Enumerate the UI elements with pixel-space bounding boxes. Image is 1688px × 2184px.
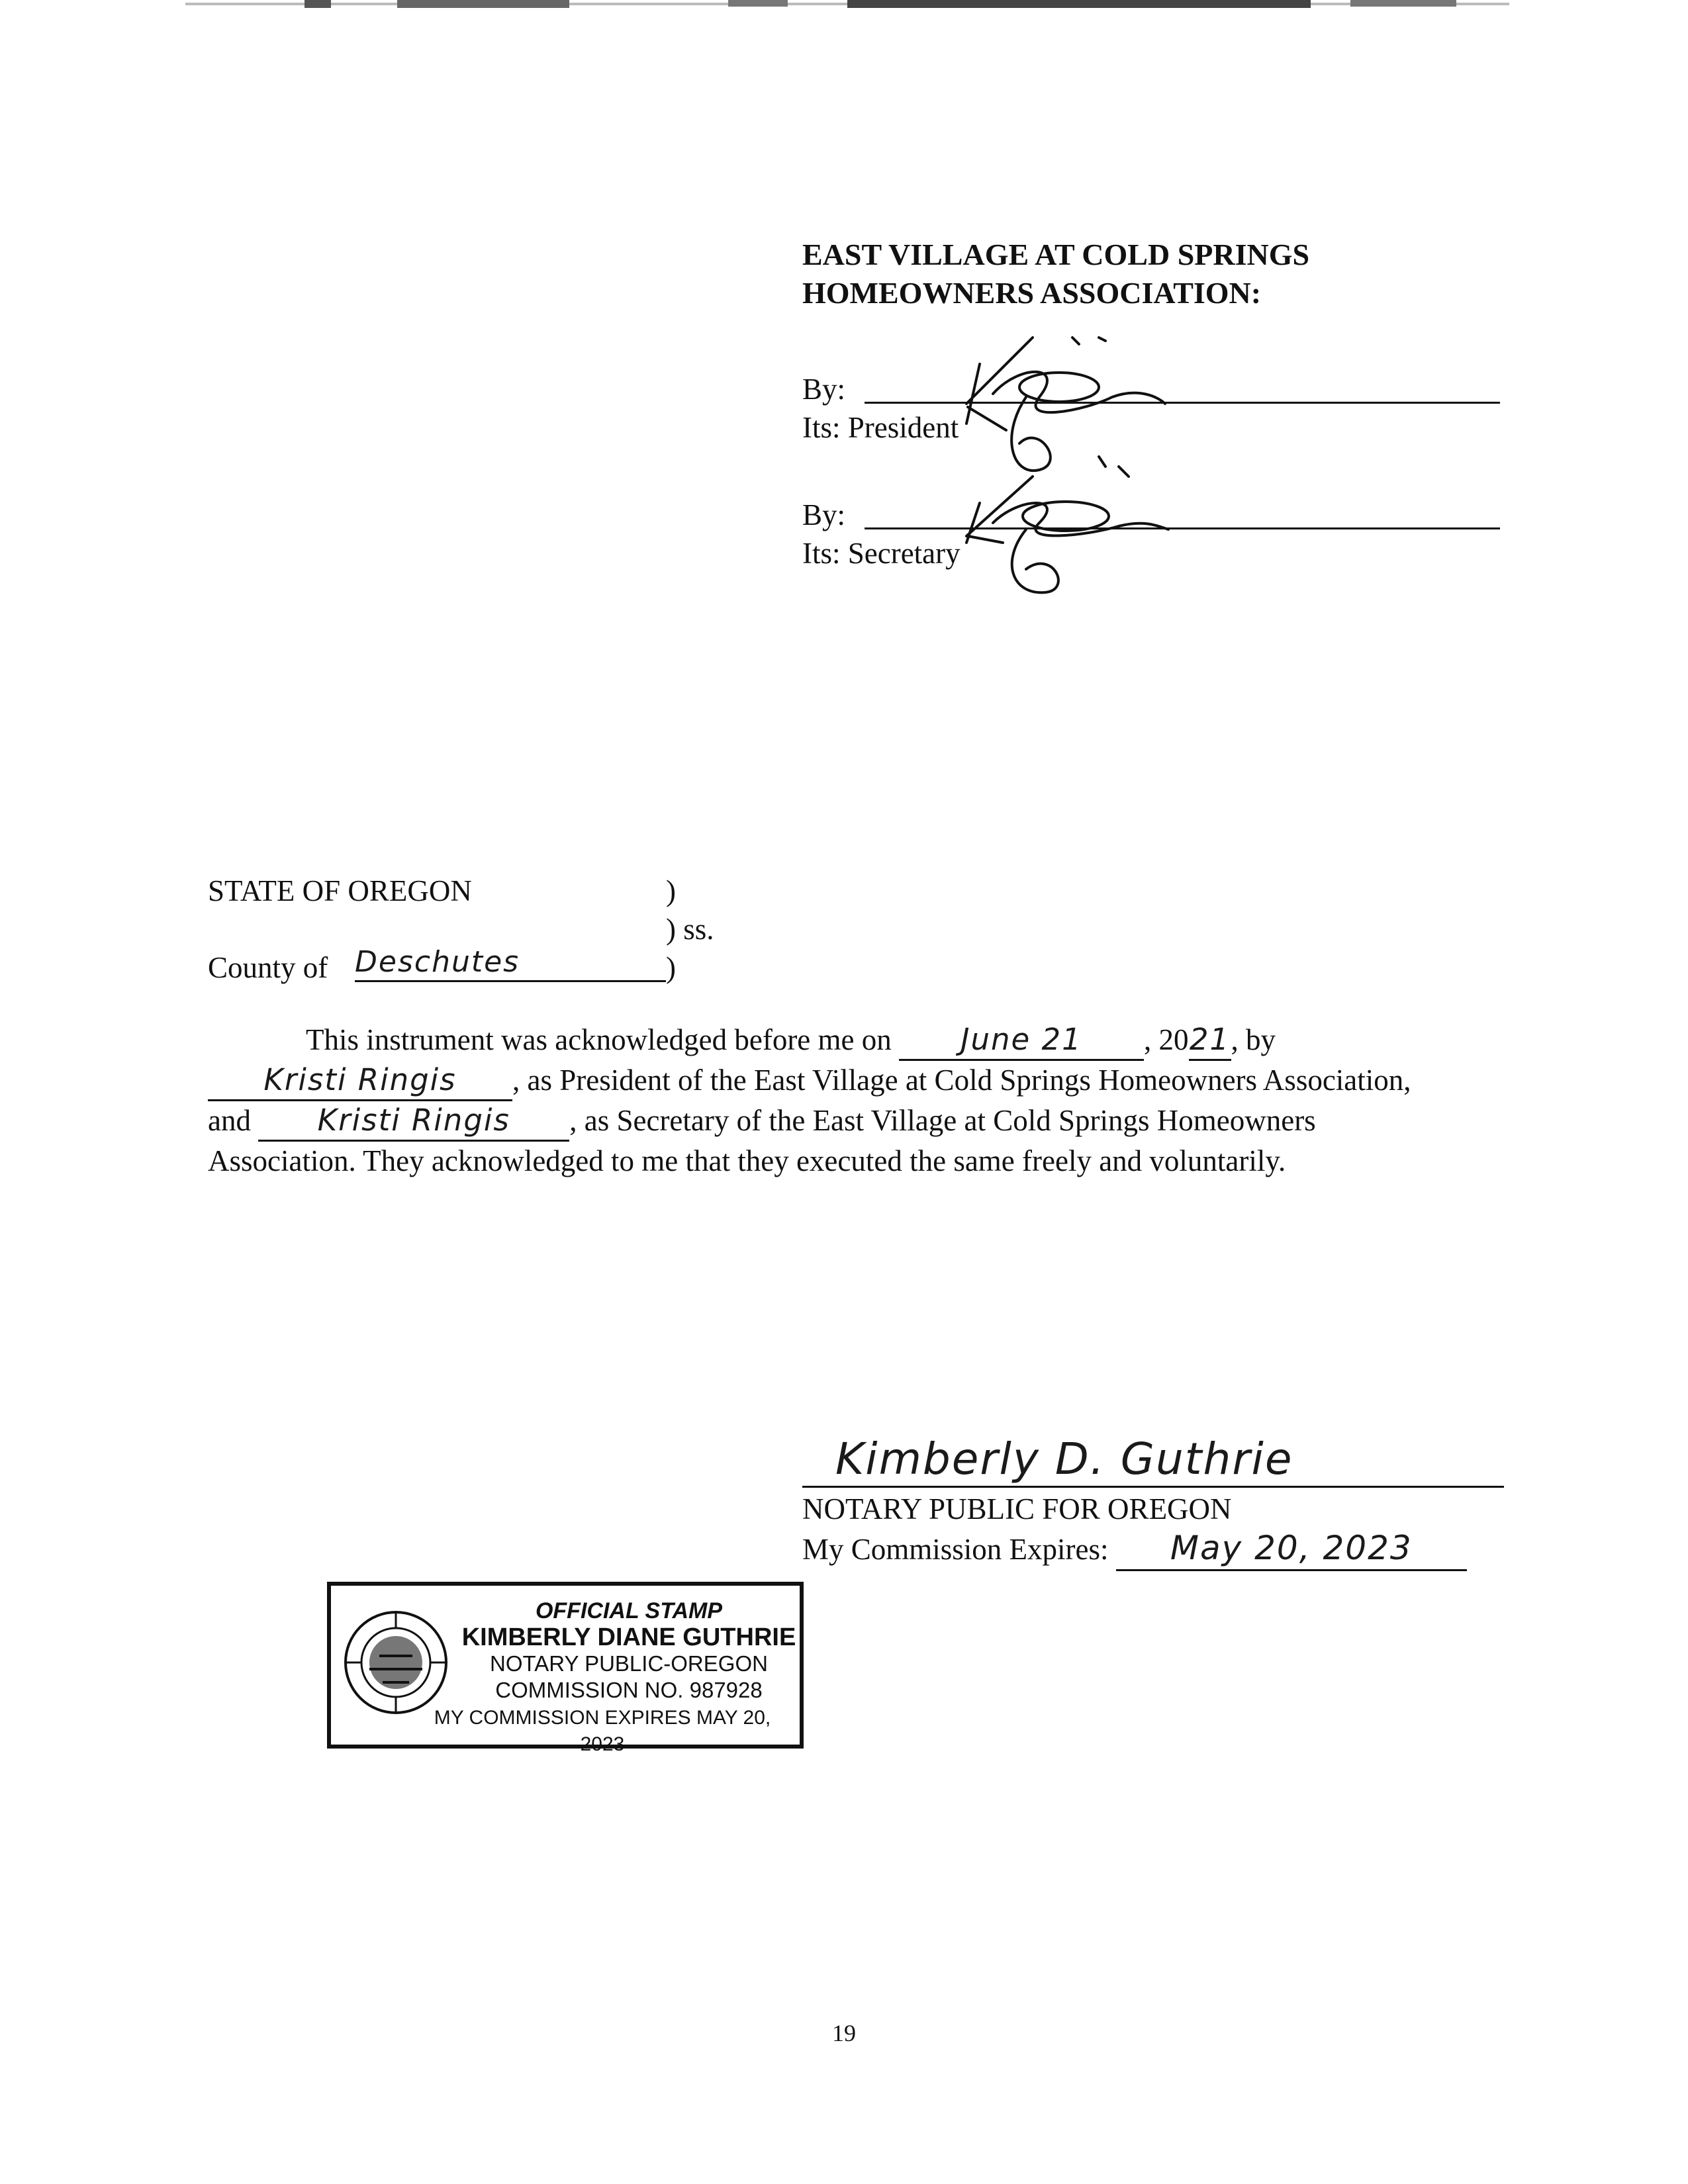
ack-year: 21	[1189, 1021, 1231, 1061]
organization-line-2: HOMEOWNERS ASSOCIATION:	[802, 276, 1262, 310]
venue-state: STATE OF OREGON	[208, 874, 472, 907]
ack-text-5: , as Secretary of the East Village at Cold Springs Homeowners Association. They acknowledged to me that they executed the same freely and voluntarily.	[208, 1104, 1316, 1177]
notary-block	[802, 1433, 1504, 1571]
official-stamp	[327, 1582, 804, 1755]
oregon-seal-icon	[343, 1610, 449, 1715]
secretary-title: Its: Secretary	[802, 537, 961, 570]
notary-signature: Kimberly D. Guthrie	[802, 1433, 1504, 1488]
officer-signature-image	[940, 324, 1218, 602]
president-title: Its: President	[802, 411, 959, 444]
venue-ss: ) ss.	[666, 913, 714, 946]
stamp-line-1: OFFICIAL STAMP	[535, 1598, 723, 1623]
president-by-label: By:	[802, 373, 846, 406]
stamp-line-3: NOTARY PUBLIC-OREGON	[490, 1651, 768, 1676]
venue-county-value: Deschutes	[355, 944, 666, 982]
ack-date: June 21	[899, 1021, 1144, 1061]
ack-name-secretary: Kristi Ringis	[258, 1101, 569, 1142]
page-number: 19	[832, 2020, 856, 2046]
venue-paren-3: )	[666, 951, 676, 984]
notary-expires-row	[802, 1527, 1504, 1571]
organization-line-1: EAST VILLAGE AT COLD SPRINGS	[802, 238, 1310, 271]
stamp-line-5: MY COMMISSION EXPIRES MAY 20, 2023	[434, 1707, 771, 1755]
venue-county-label: County of	[208, 951, 328, 984]
notary-expires-label: My Commission Expires:	[802, 1533, 1109, 1567]
stamp-line-4: COMMISSION NO. 987928	[495, 1678, 763, 1702]
ack-text-2: , 20	[1144, 1023, 1189, 1056]
notary-expires-value: May 20, 2023	[1116, 1527, 1467, 1571]
secretary-by-label: By:	[802, 498, 846, 531]
scan-artifact-strip	[185, 0, 1509, 12]
stamp-line-2: KIMBERLY DIANE GUTHRIE	[461, 1623, 796, 1651]
notary-title: NOTARY PUBLIC FOR OREGON	[802, 1492, 1232, 1525]
ack-text-4: , as President of the East Village at Cold Springs Homeowners Association, and	[208, 1064, 1411, 1137]
acknowledgment-paragraph	[208, 1021, 1459, 1180]
organization-heading	[802, 236, 1309, 312]
ack-text-1: This instrument was acknowledged before me on	[306, 1023, 892, 1056]
ack-name-president: Kristi Ringis	[208, 1061, 512, 1101]
venue-paren-1: )	[666, 874, 676, 907]
ack-text-3: , by	[1231, 1023, 1276, 1056]
